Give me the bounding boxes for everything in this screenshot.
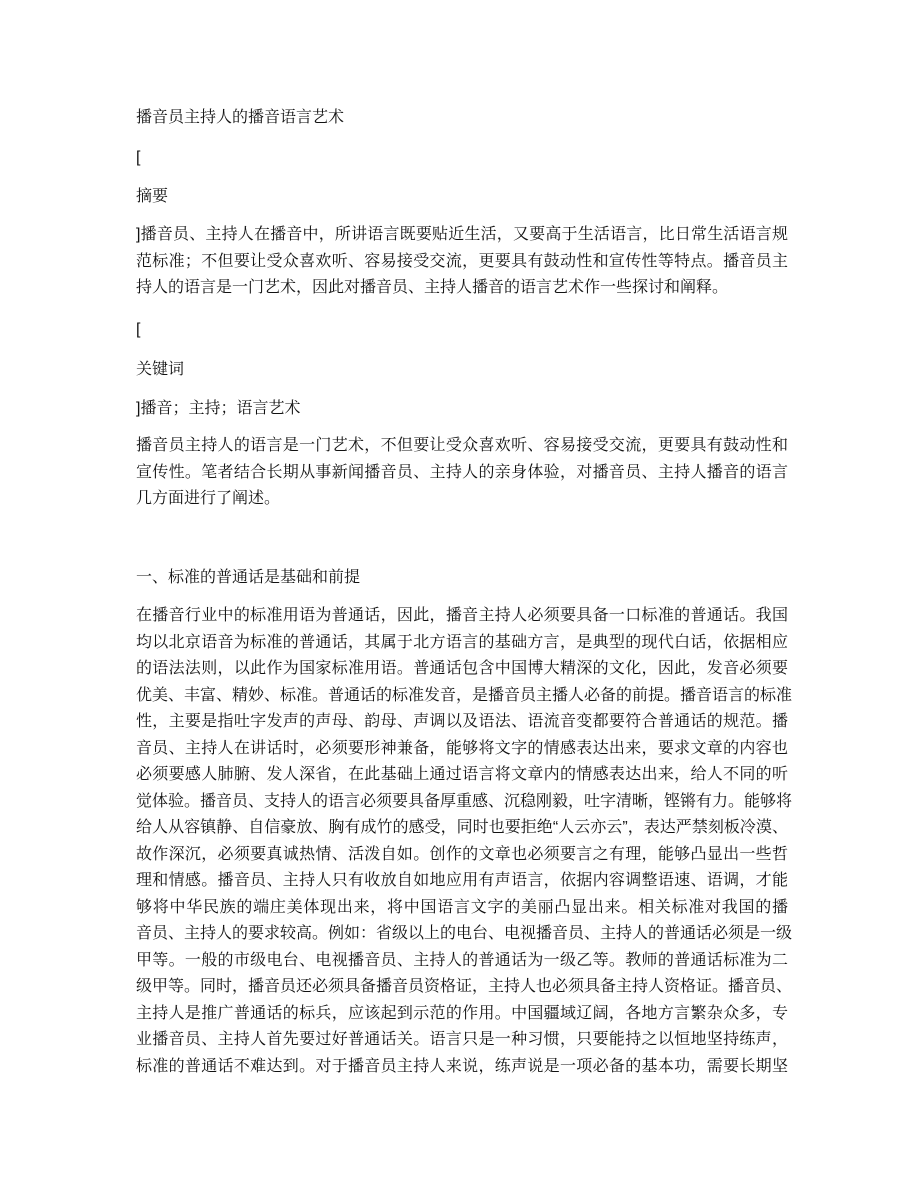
text-line: 的语法法则，以此作为国家标准用语。普通话包含中国博大精深的文化，因此，发音必须要 (136, 660, 788, 677)
text-line: ]播音员、主持人在播音中，所讲语言既要贴近生活，又要高于生活语言，比日常生活语言规 (136, 226, 788, 243)
text-line: 优美、丰富、精妙、标准。普通话的标准发音，是播音员主播人必备的前提。播音语言的标准 (136, 686, 793, 704)
text-line: 播音员主持人的语言是一门艺术，不但要让受众喜欢听、容易接受交流，更要具有鼓动性和 (136, 437, 788, 454)
text-line: 范标准；不但要让受众喜欢听、容易接受交流，更要具有鼓动性和宣传性等特点。播音员主 (136, 252, 788, 270)
text-line: 甲等。一般的市级电台、电视播音员、主持人的普通话为一级乙等。教师的普通话标准为二 (136, 951, 788, 969)
text-line: 理和情感。播音员、主持人只有收放自如地应用有声语言，依据内容调整语速、语调，才能 (136, 872, 788, 889)
section-heading: 一、标准的普通话是基础和前提 (136, 569, 361, 586)
text-line: 主持人是推广普通话的标兵，应该起到示范的作用。中国疆域辽阔，各地方言繁杂众多，专 (136, 1004, 788, 1022)
intro-paragraph (136, 433, 788, 513)
text-line: 必须要感人肺腑、发人深省，在此基础上通过语言将文章内的情感表达出来，给人不同的听 (136, 766, 788, 783)
document-title: 播音员主持人的播音语言艺术 (136, 109, 345, 126)
text-line: 性，主要是指吐字发声的声母、韵母、声调以及语法、语流音变都要符合普通话的规范。播 (136, 713, 788, 730)
section-paragraph (136, 603, 793, 1080)
text-line: 在播音行业中的标准用语为普通话，因此，播音主持人必须要具备一口标准的普通话。我国 (136, 607, 788, 624)
text-line: 够将中华民族的端庄美体现出来，将中国语言文字的美丽凸显出来。相关标准对我国的播 (136, 898, 788, 916)
text-line: 觉体验。播音员、支持人的语言必须要具备厚重感、沉稳刚毅，吐字清晰，铿锵有力。能够将 (136, 792, 793, 810)
text-line: 音员、主持人在讲话时，必须要形神兼备，能够将文字的情感表达出来，要求文章的内容也 (136, 739, 788, 757)
text-line: 宣传性。笔者结合长期从事新闻播音员、主持人的亲身体验，对播音员、主持人播音的语言 (136, 463, 788, 481)
text-line: 标准的普通话不难达到。对于播音员主持人来说，练声说是一项必备的基本功，需要长期坚 (136, 1057, 788, 1075)
bracket-marker: [ (136, 321, 141, 338)
keywords-label: 关键词 (136, 361, 185, 378)
text-line: 音员、主持人的要求较高。例如：省级以上的电台、电视播音员、主持人的普通话必须是一级 (136, 925, 793, 942)
text-line: 几方面进行了阐述。 (136, 490, 281, 507)
text-line: 业播音员、主持人首先要过好普通话关。语言只是一种习惯，只要能持之以恒地坚持练声， (136, 1031, 788, 1048)
text-line: 给人从容镇静、自信豪放、胸有成竹的感受，同时也要拒绝“人云亦云”，表达严禁刻板冷漠、 (136, 819, 788, 836)
abstract-label: 摘要 (136, 188, 169, 205)
text-line: 级甲等。同时，播音员还必须具备播音员资格证，主持人也必须具备主持人资格证。播音员、 (136, 978, 793, 995)
text-line: 故作深沉，必须要真诚热情、活泼自如。创作的文章也必须要言之有理，能够凸显出一些哲 (136, 845, 788, 863)
bracket-marker: [ (136, 149, 141, 166)
keywords: ]播音；主持；语言艺术 (136, 400, 301, 417)
abstract-paragraph (136, 222, 788, 302)
text-line: 持人的语言是一门艺术，因此对播音员、主持人播音的语言艺术作一些探讨和阐释。 (136, 279, 729, 296)
text-line: 均以北京语音为标准的普通话，其属于北方语言的基础方言，是典型的现代白话，依据相应 (136, 633, 788, 651)
